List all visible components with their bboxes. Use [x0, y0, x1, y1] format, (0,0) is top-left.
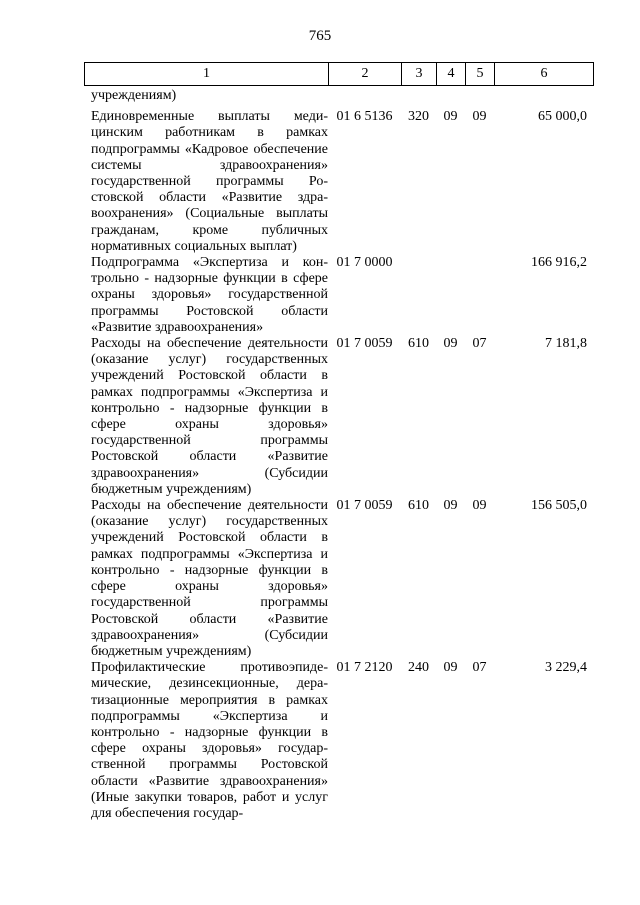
- row-description: Подпрограмма «Экспертиза и контрольно - надзорные функции в сфере охраны здоровья» государственной программы Ростовской области «Развитие здравоохранения»: [91, 255, 328, 335]
- column-header-table: [84, 62, 594, 86]
- row-code: 01 7 0059: [336, 498, 393, 514]
- row-vr: 240: [408, 660, 429, 676]
- table-row: [84, 336, 601, 498]
- continuation-text: учреждениям): [91, 88, 177, 103]
- row-pr: 09: [472, 498, 487, 514]
- row-pr: 07: [472, 660, 487, 676]
- row-rz: 09: [443, 498, 458, 514]
- row-code: 01 6 5136: [336, 109, 393, 125]
- row-pr: 09: [472, 109, 487, 125]
- row-code: 01 7 0000: [336, 255, 393, 271]
- column-header-2: 2: [329, 63, 402, 86]
- row-amount: 3 229,4: [545, 660, 587, 676]
- row-rz: 09: [443, 660, 458, 676]
- row-rz: 09: [443, 109, 458, 125]
- table-row: [84, 109, 601, 255]
- row-description: Профилактические противоэпидемические, дезинсекционные, дератизационные мероприятия в рамках подпрограммы «Экспертиза и контрольно - надзорные функции в сфере охраны здоровья» государственной программы Ростовской области «Развитие здравоохранения» (Иные закупки товаров, работ и услуг для обеспечения государ-: [91, 660, 328, 821]
- row-amount: 65 000,0: [538, 109, 587, 125]
- column-header-6: 6: [495, 63, 594, 86]
- table-row: [84, 660, 601, 822]
- column-header-row: [85, 63, 594, 86]
- column-header-4: 4: [437, 63, 466, 86]
- row-vr: 610: [408, 336, 429, 352]
- column-header-1: 1: [85, 63, 329, 86]
- row-amount: 7 181,8: [545, 336, 587, 352]
- row-pr: [465, 255, 494, 336]
- row-code: 01 7 2120: [336, 660, 393, 676]
- row-description: Расходы на обеспечение деятельности (оказание услуг) государственных учреждений Ростовской области в рамках подпрограммы «Экспертиза и контрольно - надзорные функции в сфере охраны здоровья» государственной программы Ростовской области «Развитие здравоохранения» (Субсидии бюджетным учреждениям): [91, 498, 328, 659]
- row-rz: [436, 255, 465, 336]
- row-pr: 07: [472, 336, 487, 352]
- row-amount: 156 505,0: [531, 498, 587, 514]
- column-header-5: 5: [466, 63, 495, 86]
- column-header-3: 3: [402, 63, 437, 86]
- row-description: Единовременные выплаты медицинским работникам в рамках подпрограммы «Кадровое обеспечение системы здравоохранения» государственной программы Ростовской области «Развитие здравоохранения» (Социальные выплаты гражданам, кроме публичных нормативных социальных выплат): [91, 109, 328, 254]
- row-description: Расходы на обеспечение деятельности (оказание услуг) государственных учреждений Ростовской области в рамках подпрограммы «Экспертиза и контрольно - надзорные функции в сфере охраны здоровья» государственной программы Ростовской области «Развитие здравоохранения» (Субсидии бюджетным учреждениям): [91, 336, 328, 497]
- row-amount: 166 916,2: [531, 255, 587, 271]
- table-row: [84, 255, 601, 336]
- row-vr: 610: [408, 498, 429, 514]
- table-row: [84, 498, 601, 660]
- row-code: 01 7 0059: [336, 336, 393, 352]
- table-body: [84, 88, 601, 822]
- row-rz: 09: [443, 336, 458, 352]
- continuation-row: [84, 88, 601, 109]
- page-number: 765: [308, 28, 332, 44]
- row-vr: 320: [408, 109, 429, 125]
- row-vr: [401, 255, 436, 336]
